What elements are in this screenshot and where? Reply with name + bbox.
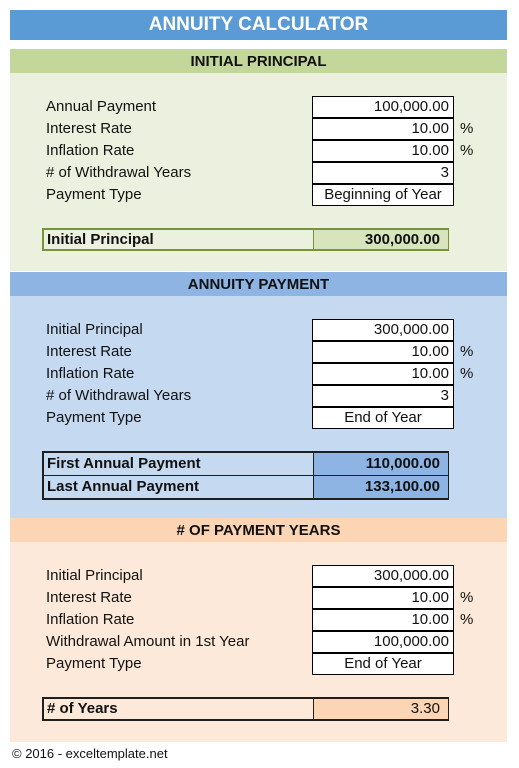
initial-principal-field[interactable]: 300,000.00 [312, 319, 454, 341]
first-payment-value: 110,000.00 [313, 453, 448, 475]
interest-rate-label: Interest Rate [46, 120, 132, 137]
initial-principal-label: Initial Principal [46, 567, 143, 584]
payment-type-label: Payment Type [46, 655, 142, 672]
inflation-rate-field[interactable]: 10.00 [312, 609, 454, 631]
copyright-footer: © 2016 - exceltemplate.net [12, 746, 168, 761]
input-row [10, 162, 507, 184]
withdrawal-years-field[interactable]: 3 [312, 162, 454, 184]
payment-type-label: Payment Type [46, 186, 142, 203]
initial-principal-field[interactable]: 300,000.00 [312, 565, 454, 587]
input-row [10, 609, 507, 631]
percent-unit: % [460, 142, 474, 159]
inflation-rate-label: Inflation Rate [46, 365, 135, 382]
percent-unit: % [460, 611, 474, 628]
input-row [10, 653, 507, 675]
input-row [10, 631, 507, 653]
first-payment-row [44, 453, 447, 476]
withdrawal-years-label: # of Withdrawal Years [46, 387, 192, 404]
interest-rate-label: Interest Rate [46, 343, 132, 360]
input-row [10, 96, 507, 118]
interest-rate-field[interactable]: 10.00 [312, 341, 454, 363]
input-row [10, 341, 507, 363]
input-row [10, 140, 507, 162]
inflation-rate-label: Inflation Rate [46, 611, 135, 628]
input-row [10, 118, 507, 140]
input-row [10, 385, 507, 407]
withdrawal-years-label: # of Withdrawal Years [46, 164, 192, 181]
result-value: 3.30 [313, 699, 448, 719]
withdrawal-amount-field[interactable]: 100,000.00 [312, 631, 454, 653]
payment-years-heading: # OF PAYMENT YEARS [10, 518, 507, 542]
initial-principal-heading: INITIAL PRINCIPAL [10, 49, 507, 73]
withdrawal-years-field[interactable]: 3 [312, 385, 454, 407]
annual-payment-label: Annual Payment [46, 98, 157, 115]
interest-rate-label: Interest Rate [46, 589, 132, 606]
interest-rate-field[interactable]: 10.00 [312, 118, 454, 140]
percent-unit: % [460, 343, 474, 360]
inflation-rate-label: Inflation Rate [46, 142, 135, 159]
input-row [10, 407, 507, 429]
payment-years-section [10, 518, 507, 742]
first-annual-payment-result [42, 451, 449, 500]
years-result [42, 697, 449, 721]
withdrawal-amount-label: Withdrawal Amount in 1st Year [46, 633, 250, 650]
initial-principal-section [10, 49, 507, 271]
input-row [10, 587, 507, 609]
first-payment-label: First Annual Payment [47, 455, 201, 472]
annual-payment-field[interactable]: 100,000.00 [312, 96, 454, 118]
percent-unit: % [460, 589, 474, 606]
annuity-payment-heading: ANNUITY PAYMENT [10, 272, 507, 296]
payment-type-select[interactable]: End of Year [312, 653, 454, 675]
last-payment-row [44, 476, 447, 498]
initial-principal-label: Initial Principal [46, 321, 143, 338]
page-title: ANNUITY CALCULATOR [10, 10, 507, 40]
last-payment-value: 133,100.00 [313, 476, 448, 498]
result-label: # of Years [47, 700, 118, 717]
last-payment-label: Last Annual Payment [47, 478, 199, 495]
input-row [10, 319, 507, 341]
result-value: 300,000.00 [313, 230, 448, 249]
percent-unit: % [460, 365, 474, 382]
initial-principal-result [42, 228, 449, 251]
input-row [10, 565, 507, 587]
interest-rate-field[interactable]: 10.00 [312, 587, 454, 609]
input-row [10, 363, 507, 385]
inflation-rate-field[interactable]: 10.00 [312, 363, 454, 385]
result-label: Initial Principal [47, 231, 154, 248]
payment-type-label: Payment Type [46, 409, 142, 426]
payment-type-select[interactable]: Beginning of Year [312, 184, 454, 206]
payment-type-select[interactable]: End of Year [312, 407, 454, 429]
inflation-rate-field[interactable]: 10.00 [312, 140, 454, 162]
percent-unit: % [460, 120, 474, 137]
input-row [10, 184, 507, 206]
annuity-payment-section [10, 272, 507, 518]
